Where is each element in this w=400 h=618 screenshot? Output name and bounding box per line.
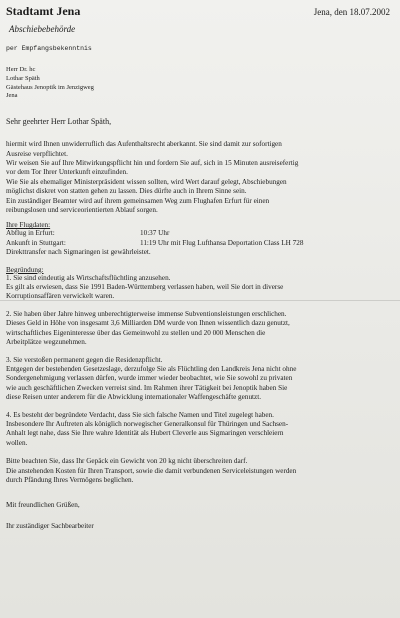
text-line: Wir weisen Sie auf Ihre Mitwirkungspflicht hin und fordern Sie auf, sich in 15 Minuten ausreisefertig (6, 159, 299, 167)
text-line: 4. Es besteht der begründete Verdacht, dass Sie sich falsche Namen und Titel zugelegt haben. (6, 410, 274, 419)
reason-item (6, 411, 390, 449)
text-line: Wie Sie als ehemaliger Ministerpräsident wissen sollten, wird Wert darauf gelegt, Abschiebungen (6, 177, 287, 186)
address-line: Herr Dr. hc (6, 66, 36, 73)
office-name: Stadtamt Jena (6, 4, 81, 18)
text-line: 1. Sie sind eindeutig als Wirtschaftsflüchtling anzusehen. (6, 273, 171, 282)
place-date: Jena, den 18.07.2002 (313, 7, 390, 17)
flight-row (6, 239, 390, 248)
closing-paragraph (6, 457, 390, 485)
text-line: wie auch geschäftlichen Zwecken verreist sind. Im Rahmen ihrer Tätigkeit bei Jenoptik haben Sie (6, 383, 288, 392)
greeting: Mit freundlichen Grüßen, (6, 501, 80, 510)
text-line: Sondergenehmigung verlassen dürfen, wurde immer wieder beobachtet, wie Sie sowohl zu privaten (6, 374, 293, 383)
signature: Ihr zuständiger Sachbearbeiter (6, 522, 94, 531)
address-line: Jena (6, 92, 18, 100)
reason-item (6, 356, 390, 403)
text-line: Ausreise verpflichtet. (6, 149, 68, 158)
flight-value: 10:37 Uhr (140, 229, 170, 238)
main-paragraph (6, 140, 390, 215)
text-line: vor dem Tor Ihrer Unterkunft einzufinden. (6, 168, 128, 177)
salutation: Sehr geehrter Herr Lothar Späth, (6, 117, 112, 127)
text-line: durch Pfändung Ihres Vermögens beglichen. (6, 475, 134, 484)
flight-details (6, 221, 390, 257)
flight-label: Abflug in Erfurt: (6, 229, 55, 238)
text-line: reibungslosen und serviceorientierten Ablauf sorgen. (6, 206, 158, 215)
address-line: Gästehaus Jenoptik im Jenzigweg (6, 83, 94, 91)
letter-header (6, 4, 390, 19)
text-line: wirtschaftliches Eigeninteresse über das Gemeinwohl zu stellen und 20 000 Menschen die (6, 328, 266, 337)
text-line: Korruptionsaffären verwickelt waren. (6, 292, 115, 301)
text-line: Arbeitplätze wegzunehmen. (6, 338, 87, 347)
reasons-section (6, 266, 390, 449)
paper-crease (0, 300, 400, 301)
text-line: wollen. (6, 438, 28, 447)
text-line: diese Reisen unter anderem für die Abwicklung internationaler Waffengeschäfte genutzt. (6, 393, 262, 402)
reasons-heading: Begründung: (6, 265, 44, 274)
flight-value: 11:19 Uhr mit Flug Lufthansa Deportation Class LH 728 (140, 238, 304, 247)
address-line: Lothar Späth (6, 74, 40, 82)
text-line: Insbesondere Ihr Auftreten als königlich norwegischer Generalkonsul für Thüringen und Sachsen- (6, 419, 289, 428)
text-line: hiermit wird Ihnen unwiderruflich das Aufenthaltsrecht aberkannt. Sie sind damit zur sofortigen (6, 140, 282, 149)
department: Abschiebebehörde (9, 24, 76, 34)
flight-transfer: Direkttransfer nach Sigmaringen ist gewährleistet. (6, 248, 151, 257)
text-line: Bitte beachten Sie, dass Ihr Gepäck ein Gewicht von 20 kg nicht überschreiten darf. (6, 457, 248, 466)
text-line: 3. Sie verstoßen permanent gegen die Residenzpflicht. (6, 355, 163, 364)
flight-row (6, 229, 390, 238)
text-line: 2. Sie haben über Jahre hinweg unberechtigterweise immense Subventionsleistungen erschlichen. (6, 309, 287, 318)
receipt-note: per Empfangsbekenntnis (6, 45, 92, 52)
text-line: Es gilt als erwiesen, dass Sie 1991 Baden-Württemberg verlassen haben, weil Sie dort in diverse (6, 283, 284, 292)
flight-label: Ankunft in Stuttgart: (6, 238, 66, 247)
flight-heading: Ihre Flugdaten: (6, 221, 51, 230)
reason-item (6, 274, 390, 302)
text-line: Ein zuständiger Beamter wird auf ihrem gemeinsamen Weg zum Flughafen Erfurt für einen (6, 196, 270, 205)
text-line: Dieses Geld in Höhe von insgesamt 3,6 Milliarden DM wurde von Ihnen wissentlich dazu genutzt, (6, 319, 290, 328)
text-line: Die anstehenden Kosten für Ihren Transport, sowie die damit verbundenen Serviceleistungen werden (6, 466, 297, 475)
reason-item (6, 310, 390, 348)
text-line: Anhalt legt nahe, dass Sie Ihre wahre Identität als Hubert Cleverle aus Sigmaringen verschleiern (6, 429, 284, 438)
text-line: Entgegen der bestehenden Gesetzeslage, derzufolge Sie als Flüchtling den Landkreis Jena nicht ohne (6, 364, 297, 373)
recipient-address (6, 66, 390, 101)
text-line: möglichst diskret von statten gehen zu lassen. Dies dürfte auch in Ihrem Sinne sein. (6, 187, 247, 196)
